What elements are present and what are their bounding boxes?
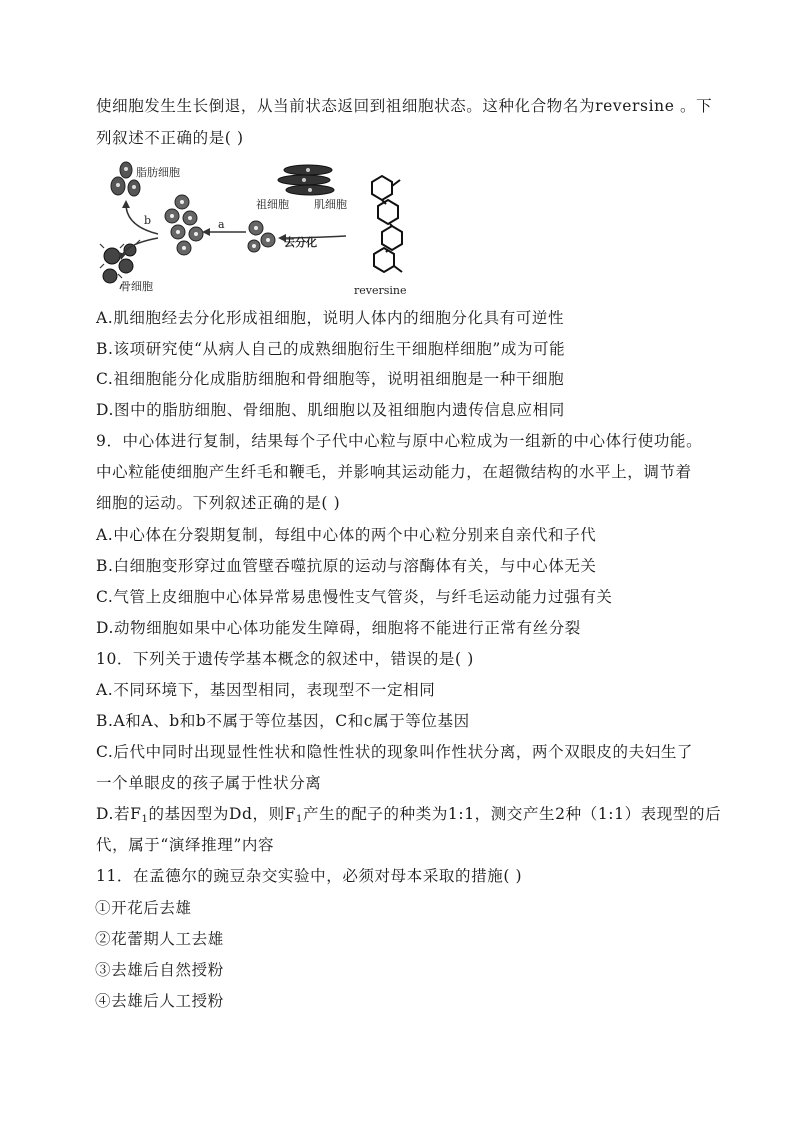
q9-stem-line-2: 中心粒能使细胞产生纤毛和鞭毛，并影响其运动能力，在超微结构的水平上，调节着 [96, 463, 692, 481]
progenitor-cells [248, 221, 275, 252]
q10-option-a: A.不同环境下，基因型相同，表现型不一定相同 [96, 681, 436, 699]
label-fat-cell: 脂肪细胞 [136, 166, 180, 179]
q8-option-c: C.祖细胞能分化成脂肪细胞和骨细胞等，说明祖细胞是一种干细胞 [96, 370, 565, 388]
label-muscle-cell: 肌细胞 [314, 198, 347, 211]
q9-stem-line-1: 9．中心体进行复制，结果每个子代中心粒与原中心粒成为一组新的中心体行使功能。 [96, 432, 703, 450]
q9-option-b: B.白细胞变形穿过血管壁吞噬抗原的运动与溶酶体有关，与中心体无关 [96, 557, 597, 575]
q8-option-d: D.图中的脂肪细胞、骨细胞、肌细胞以及祖细胞内遗传信息应相同 [96, 401, 565, 419]
q8-option-b: B.该项研究使“从病人自己的成熟细胞衍生干细胞样细胞”成为可能 [96, 340, 566, 358]
q10-option-c-line-2: 一个单眼皮的孩子属于性状分离 [96, 774, 322, 792]
q9-stem-line-3: 细胞的运动。下列叙述正确的是( ) [96, 494, 341, 512]
q11-item-2: ②花蕾期人工去雄 [95, 930, 224, 948]
label-reversine: reversine [354, 284, 407, 297]
q11-stem: 11．在孟德尔的豌豆杂交实验中，必须对母本采取的措施( ) [96, 867, 523, 885]
q11-item-1: ①开花后去雄 [95, 899, 192, 917]
q10-stem: 10．下列关于遗传学基本概念的叙述中，错误的是( ) [96, 650, 474, 668]
q9-option-d: D.动物细胞如果中心体功能发生障碍，细胞将不能进行正常有丝分裂 [96, 619, 581, 637]
label-bone-cell: 骨细胞 [120, 280, 153, 293]
label-arrow-a: a [218, 218, 225, 231]
q9-option-a: A.中心体在分裂期复制，每组中心体的两个中心粒分别来自亲代和子代 [96, 526, 597, 544]
q10-option-d-line-1: D.若$F_1$的基因型为Dd，则$F_1$产生的配子的种类为1:1，测交产生2种（1:1）表现型的后 [96, 805, 722, 825]
reversine-molecule [372, 176, 402, 272]
label-progenitor: 祖细胞 [256, 198, 289, 211]
q9-option-c: C.气管上皮细胞中心体异常易患慢性支气管炎，与纤毛运动能力过强有关 [96, 588, 613, 606]
q10-option-d-line-2: 代，属于“演绎推理”内容 [96, 836, 275, 854]
q10-option-c-line-1: C.后代中同时出现显性性状和隐性性状的现象叫作性状分离，两个双眼皮的夫妇生了 [96, 743, 694, 761]
q10-option-b: B.A和A、b和b不属于等位基因，C和c属于等位基因 [96, 712, 470, 730]
label-arrow-b: b [144, 214, 152, 227]
q8-option-a: A.肌细胞经去分化形成祖细胞，说明人体内的细胞分化具有可逆性 [96, 309, 565, 327]
intro-line-1: 使细胞发生生长倒退，从当前状态返回到祖细胞状态。这种化合物名为reversine 。下 [96, 97, 713, 115]
q11-item-3: ③去雄后自然授粉 [95, 961, 224, 979]
label-dedifferentiation: 去分化 [284, 236, 317, 249]
q11-item-4: ④去雄后人工授粉 [95, 992, 224, 1010]
intro-line-2: 列叙述不正确的是( ) [96, 129, 244, 147]
dedifferentiation-figure [96, 156, 416, 298]
